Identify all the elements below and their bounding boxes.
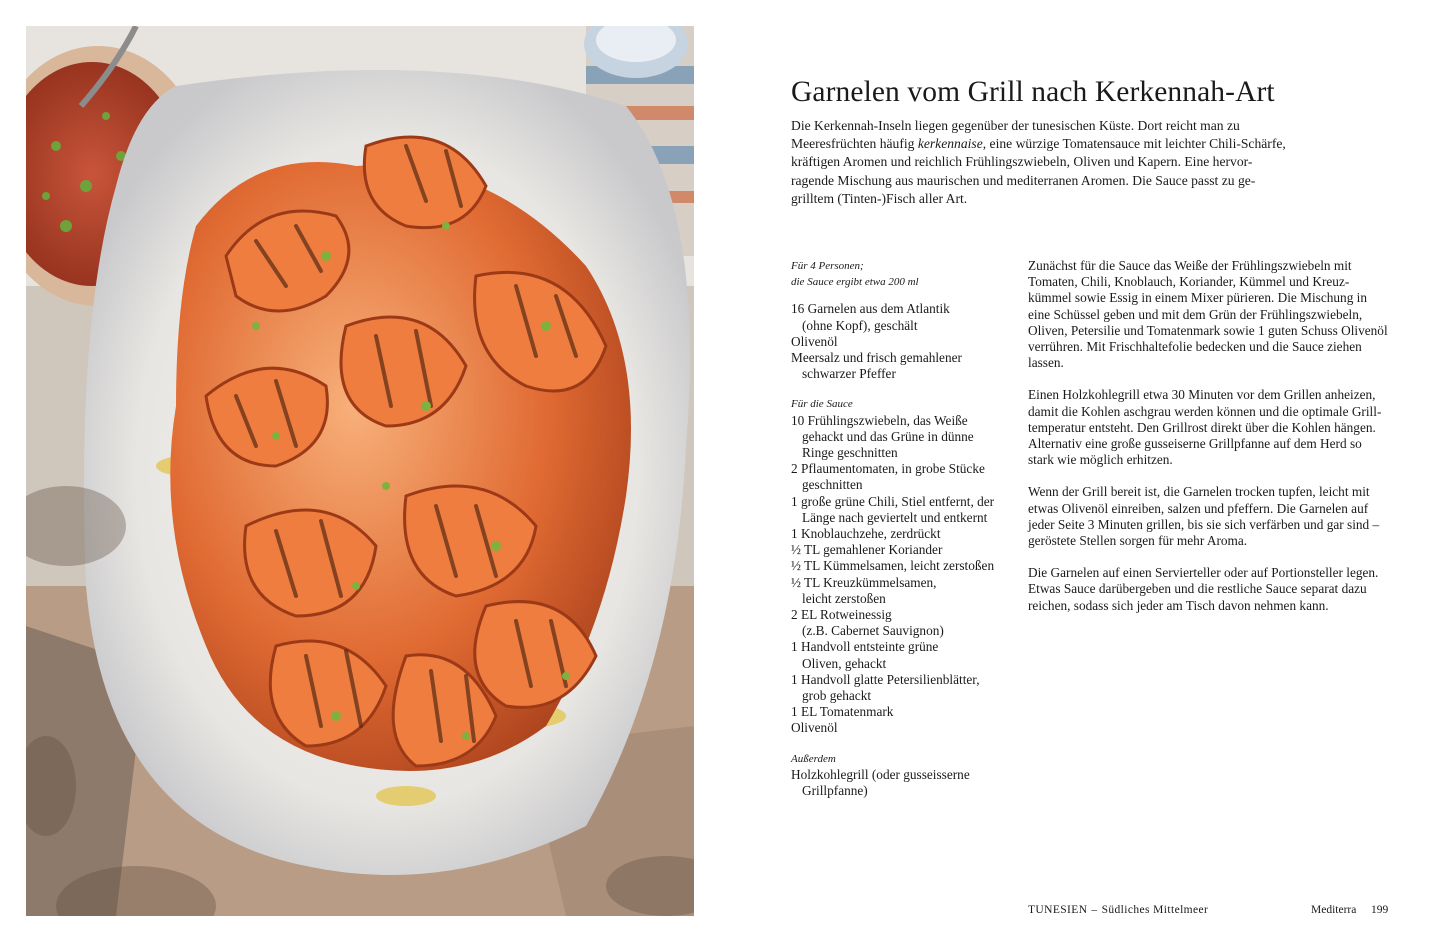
ingredient-item <box>791 704 1011 720</box>
intro-line <box>791 153 1261 171</box>
method-paragraph <box>1028 565 1398 614</box>
method-line: verrühren. Mit Frischhaltefolie bedecken und die Sauce ziehen <box>1028 339 1362 355</box>
method-steps <box>1028 258 1398 630</box>
footer-region: Südliches Mittelmeer <box>1101 904 1209 916</box>
footer-section <box>1028 904 1208 916</box>
method-line: etwas Olivenöl einreiben, salzen und pfeffern. Die Garnelen auf <box>1028 500 1369 516</box>
intro-text: Die Kerkennah-Inseln liegen gegenüber der tunesischen Küste. Dort reicht man zu <box>791 118 1240 133</box>
footer-book-title: Mediterra <box>1311 904 1357 916</box>
ingredient-line: ½ TL Kreuzkümmelsamen, <box>791 574 937 590</box>
ingredient-item <box>791 301 1011 333</box>
ingredient-line: schwarzer Pfeffer <box>802 366 896 382</box>
ingredient-line: Holzkohlegrill (oder gusseisserne <box>791 766 970 782</box>
ingredient-item <box>791 350 1011 382</box>
method-line: Wenn der Grill bereit ist, die Garnelen trocken tupfen, leicht mit <box>1028 484 1370 500</box>
ingredient-item <box>791 461 1011 493</box>
method-line: Oliven, Petersilie und Tomatenmark sowie 1 guten Schuss Olivenöl <box>1028 322 1388 338</box>
ingredient-item <box>791 494 1011 526</box>
method-line: reichen, sodass sich jeder am Tisch davon nehmen kann. <box>1028 597 1329 613</box>
method-line: jeder Seite 3 Minuten grillen, bis sie sich verfärben und gar sind – <box>1028 516 1380 532</box>
ingredient-line: geschnitten <box>802 477 863 493</box>
main-ingredients <box>791 301 1011 382</box>
intro-text: ragende Mischung aus maurischen und mediterranen Aromen. Die Sauce passt zu ge- <box>791 172 1256 188</box>
ingredient-line: 1 EL Tomatenmark <box>791 704 894 720</box>
ingredient-line: Olivenöl <box>791 333 838 349</box>
method-line: kümmel sowie Essig in einem Mixer pürieren. Die Mischung in <box>1028 290 1368 306</box>
intro-text: grilltem (Tinten-)Fisch aller Art. <box>791 190 968 206</box>
method-line: Einen Holzkohlegrill etwa 30 Minuten vor dem Grillen anheizen, <box>1028 387 1376 403</box>
sauce-heading: Für die Sauce <box>791 398 853 411</box>
method-paragraph <box>1028 258 1398 371</box>
ingredients-list <box>791 258 1011 813</box>
ingredient-line: Grillpfanne) <box>802 783 868 799</box>
intro-emphasis: kerkennaise <box>917 136 983 152</box>
intro-text: kräftigen Aromen und reichlich Frühlingszwiebeln, Oliven und Kapern. Eine hervor- <box>791 154 1253 170</box>
ingredient-line: 16 Garnelen aus dem Atlantik <box>791 301 950 317</box>
method-paragraph <box>1028 484 1398 549</box>
intro-line <box>791 117 1261 135</box>
ingredient-line: 1 große grüne Chili, Stiel entfernt, der <box>791 493 995 509</box>
ingredient-line: Olivenöl <box>791 720 838 736</box>
ingredient-line: 2 EL Rotweinessig <box>791 607 892 623</box>
ingredient-line: 1 Handvoll entsteinte grüne <box>791 639 939 655</box>
ingredient-item <box>791 526 1011 542</box>
footer-country: TUNESIEN <box>1028 904 1088 916</box>
grilled-shrimp-photo <box>26 26 694 916</box>
ingredient-line: Oliven, gehackt <box>802 655 887 671</box>
intro-line <box>791 190 1261 208</box>
method-line: damit die Kohlen aschgrau werden können und die optimale Grill- <box>1028 403 1382 419</box>
ingredient-line: gehackt und das Grüne in dünne <box>802 428 974 444</box>
ingredient-item <box>791 720 1011 736</box>
ingredient-line: 1 Knoblauchzehe, zerdrückt <box>791 526 941 542</box>
ingredient-item <box>791 767 1011 799</box>
intro-text: , eine würzige Tomatensauce mit leichter Chili-Schärfe, <box>982 136 1286 152</box>
ingredient-item <box>791 558 1011 574</box>
method-line: geröstete Stellen sorgen für mehr Aroma. <box>1028 533 1248 549</box>
servings-info <box>791 258 1011 290</box>
ingredient-item <box>791 334 1011 350</box>
method-line: temperatur entsteht. Den Grillrost direkt über die Kohlen hängen. <box>1028 419 1376 435</box>
ingredient-item <box>791 542 1011 558</box>
method-line: Zunächst für die Sauce das Weiße der Frühlingszwiebeln mit <box>1028 258 1352 273</box>
ingredient-line: (ohne Kopf), geschält <box>802 317 918 333</box>
page-number: 199 <box>1371 904 1389 916</box>
ingredient-line: (z.B. Cabernet Sauvignon) <box>802 623 944 639</box>
ingredient-item <box>791 607 1011 639</box>
ingredient-line: Länge nach geviertelt und entkernt <box>802 509 988 525</box>
ingredient-line: 2 Pflaumentomaten, in grobe Stücke <box>791 461 985 477</box>
method-line: Die Garnelen auf einen Servierteller oder auf Portionsteller legen. <box>1028 565 1379 581</box>
ingredient-line: 1 Handvoll glatte Petersilienblätter, <box>791 671 980 687</box>
ingredient-item <box>791 575 1011 607</box>
ingredient-item <box>791 413 1011 462</box>
method-line: stark wie möglich erhitzen. <box>1028 452 1173 468</box>
method-line: Alternativ eine große gusseiserne Grillpfanne auf dem Herd so <box>1028 436 1362 452</box>
recipe-title: Garnelen vom Grill nach Kerkennah-Art <box>791 75 1275 108</box>
ingredient-line: grob gehackt <box>802 688 872 704</box>
ingredient-line: 10 Frühlingszwiebeln, das Weiße <box>791 412 968 428</box>
ingredient-item <box>791 639 1011 671</box>
ingredient-line: ½ TL Kümmelsamen, leicht zerstoßen <box>791 558 995 574</box>
sauce-ingredients <box>791 413 1011 737</box>
recipe-intro <box>791 117 1286 208</box>
servings-line: die Sauce ergibt etwa 200 ml <box>791 276 919 289</box>
ingredient-line: Meersalz und frisch gemahlener <box>791 350 962 366</box>
method-paragraph <box>1028 387 1398 468</box>
ingredient-line: Ringe geschnitten <box>802 445 898 461</box>
extra-ingredients <box>791 767 1011 799</box>
ingredient-item <box>791 672 1011 704</box>
ingredient-line: leicht zerstoßen <box>802 590 886 606</box>
extra-heading: Außerdem <box>791 752 836 765</box>
intro-line <box>791 172 1261 190</box>
intro-line <box>791 135 1286 153</box>
intro-text: Meeresfrüchten häufig <box>791 136 918 152</box>
method-line: Tomaten, Chili, Knoblauch, Koriander, Kümmel und Kreuz- <box>1028 274 1350 290</box>
method-line: Etwas Sauce darübergeben und die restliche Sauce separat dazu <box>1028 581 1367 597</box>
method-line: lassen. <box>1028 355 1064 371</box>
footer-separator: – <box>1091 904 1098 916</box>
ingredient-line: ½ TL gemahlener Koriander <box>791 542 943 558</box>
method-line: eine Schüssel geben und mit dem Grün der Frühlingszwiebeln, <box>1028 306 1363 322</box>
servings-line: Für 4 Personen; <box>791 260 864 272</box>
